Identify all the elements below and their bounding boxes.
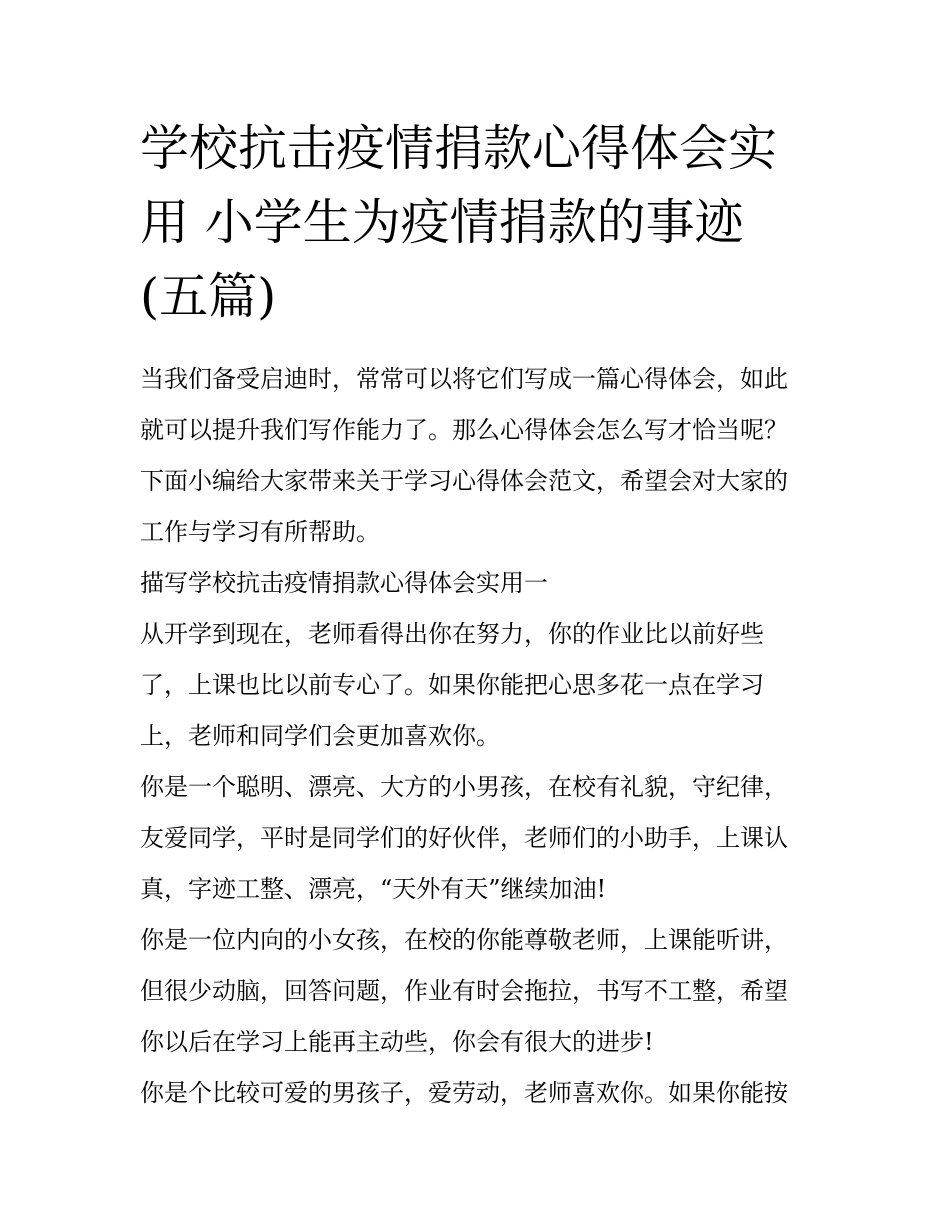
text-line: 就可以提升我们写作能力了。那么心得体会怎么写才恰当呢？	[140, 416, 788, 444]
text-line: 工作与学习有所帮助。	[140, 518, 380, 546]
title-line: 学校抗击疫情捐款心得体会实	[140, 120, 778, 177]
text-line: 上，老师和同学们会更加喜欢你。	[140, 722, 500, 750]
title-line: 用 小学生为疫情捐款的事迹	[140, 194, 744, 251]
text-line: 你是一个聪明、漂亮、大方的小男孩，在校有礼貌，守纪律，	[140, 773, 788, 801]
text-line: 你以后在学习上能再主动些，你会有很大的进步!	[140, 1028, 654, 1056]
document-body	[140, 354, 820, 1119]
text-line: 你是一位内向的小女孩，在校的你能尊敬老师，上课能听讲，	[140, 926, 788, 954]
text-line: 从开学到现在，老师看得出你在努力，你的作业比以前好些	[140, 620, 764, 648]
document-title	[140, 112, 840, 334]
section-heading: 描写学校抗击疫情捐款心得体会实用一	[140, 569, 548, 597]
text-line: 真，字迹工整、漂亮，“天外有天”继续加油!	[140, 875, 607, 903]
text-line: 友爱同学，平时是同学们的好伙伴，老师们的小助手，上课认	[140, 824, 788, 852]
title-line: (五篇)	[140, 268, 277, 325]
text-line: 但很少动脑，回答问题，作业有时会拖拉，书写不工整，希望	[140, 977, 788, 1005]
text-line: 了，上课也比以前专心了。如果你能把心思多花一点在学习	[140, 671, 764, 699]
text-line: 当我们备受启迪时，常常可以将它们写成一篇心得体会，如此	[140, 365, 788, 393]
text-line: 你是个比较可爱的男孩子，爱劳动，老师喜欢你。如果你能按	[140, 1079, 788, 1107]
text-line: 下面小编给大家带来关于学习心得体会范文，希望会对大家的	[140, 467, 788, 495]
